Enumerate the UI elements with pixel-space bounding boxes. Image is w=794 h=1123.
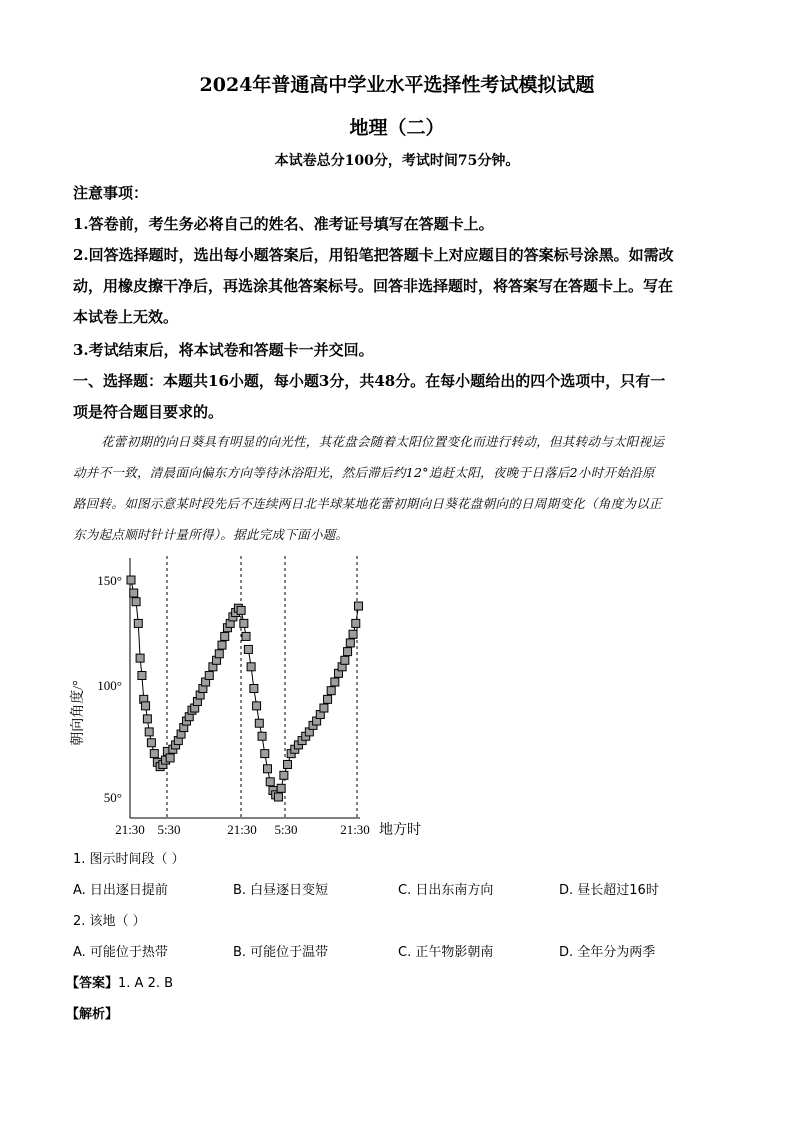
data-point-day-1-10 bbox=[145, 728, 153, 736]
data-point-day-1-32 bbox=[205, 671, 213, 679]
data-point-day-2-12 bbox=[274, 793, 282, 801]
data-point-day-2-28 bbox=[331, 678, 339, 686]
data-point-day-2-26 bbox=[324, 695, 332, 703]
notes-item-1: 1.答卷前，考生务必将自己的姓名、准考证号填写在答题卡上。 bbox=[73, 215, 494, 233]
sunflower-orientation-chart bbox=[60, 548, 440, 843]
answer-text: 1. A 2. B bbox=[118, 976, 174, 991]
data-point-day-1-5 bbox=[136, 654, 144, 662]
question-2-option-b[interactable]: B. 可能位于温带 bbox=[233, 945, 329, 960]
passage-line-3: 路回转。如图示意某时段先后不连续两日北半球某地花蕾初期向日葵花盘朝向的日周期变化（角度为以正 bbox=[73, 496, 662, 511]
exam-title: 2024年普通高中学业水平选择性考试模拟试题 bbox=[199, 74, 595, 96]
analysis-label bbox=[66, 1003, 118, 1022]
x-tick-label-3: 21:30 bbox=[227, 822, 257, 837]
data-point-day-1-2 bbox=[130, 589, 138, 597]
question-1-option-a[interactable]: A. 日出逐日提前 bbox=[73, 883, 168, 898]
data-point-day-2-6 bbox=[258, 732, 266, 740]
passage-line-4: 东为起点顺时针计量所得）。据此完成下面小题。 bbox=[73, 527, 349, 542]
question-2-option-c[interactable]: C. 正午物影朝南 bbox=[398, 945, 494, 960]
data-point-day-2-32 bbox=[344, 648, 352, 656]
data-point-day-2-4 bbox=[253, 702, 261, 710]
data-point-day-1-18 bbox=[166, 754, 174, 762]
data-point-day-1-43 bbox=[237, 606, 245, 614]
x-axis-label: 地方时 bbox=[379, 823, 421, 838]
data-point-day-2-9 bbox=[266, 778, 274, 786]
y-axis-label: 朝向角度/° bbox=[71, 680, 86, 746]
data-point-day-2-34 bbox=[349, 630, 357, 638]
answer-label: 【答案】 bbox=[66, 976, 119, 991]
data-point-day-2-7 bbox=[261, 750, 269, 758]
data-point-day-1-4 bbox=[134, 619, 142, 627]
data-point-day-1-9 bbox=[143, 715, 151, 723]
question-1-option-d[interactable]: D. 昼长超过16时 bbox=[559, 883, 659, 898]
data-point-day-1-45 bbox=[242, 632, 250, 640]
x-tick-label-1: 21:30 bbox=[115, 822, 145, 837]
section-heading-line-1: 一、选择题：本题共16小题，每小题3分，共48分。在每小题给出的四个选项中，只有一 bbox=[73, 372, 666, 390]
question-1-stem: 1. 图示时间段（ ） bbox=[73, 852, 185, 867]
data-point-day-2-31 bbox=[341, 656, 349, 664]
data-point-day-2-36 bbox=[355, 602, 363, 610]
data-point-day-2-15 bbox=[284, 760, 292, 768]
x-tick-label-2: 5:30 bbox=[157, 822, 181, 837]
data-point-day-1-3 bbox=[132, 598, 140, 606]
data-point-day-1-1 bbox=[127, 576, 135, 584]
data-point-day-1-37 bbox=[221, 632, 229, 640]
data-point-day-1-44 bbox=[240, 619, 248, 627]
data-point-day-2-27 bbox=[327, 687, 335, 695]
y-tick-label-100: 100° bbox=[97, 678, 122, 693]
notes-item-3: 3.考试结束后，将本试卷和答题卡一并交回。 bbox=[73, 341, 374, 359]
data-point-day-2-33 bbox=[346, 639, 354, 647]
question-2-stem: 2. 该地（ ） bbox=[73, 914, 146, 929]
notes-item-2-line-2: 动，用橡皮擦干净后，再选涂其他答案标号。回答非选择题时，将答案写在答题卡上。写在 bbox=[73, 277, 674, 295]
data-point-day-2-35 bbox=[352, 619, 360, 627]
x-tick-label-4: 5:30 bbox=[274, 822, 298, 837]
question-1-option-b[interactable]: B. 白昼逐日变短 bbox=[233, 883, 329, 898]
data-point-day-2-25 bbox=[320, 704, 328, 712]
passage-line-2: 动并不一致，清晨面向偏东方向等待沐浴阳光，然后滞后约12°追赶太阳，夜晚于日落后2小时开始沿原 bbox=[73, 465, 655, 480]
data-point-day-1-8 bbox=[142, 702, 150, 710]
answer-row bbox=[66, 972, 173, 991]
notes-item-2-line-1: 2.回答选择题时，选出每小题答案后，用铅笔把答题卡上对应题目的答案标号涂黑。如需改 bbox=[73, 246, 674, 264]
section-heading-line-2: 项是符合题目要求的。 bbox=[73, 403, 224, 421]
data-point-day-2-13 bbox=[277, 784, 285, 792]
data-point-day-1-6 bbox=[138, 671, 146, 679]
notes-item-2-line-3: 本试卷上无效。 bbox=[73, 308, 179, 326]
question-1-option-c[interactable]: C. 日出东南方向 bbox=[398, 883, 494, 898]
data-point-day-1-36 bbox=[218, 641, 226, 649]
x-tick-label-5: 21:30 bbox=[340, 822, 370, 837]
data-point-day-2-1 bbox=[244, 645, 252, 653]
question-2-option-d[interactable]: D. 全年分为两季 bbox=[559, 945, 656, 960]
data-point-day-1-12 bbox=[150, 750, 158, 758]
series-layer bbox=[127, 576, 363, 801]
analysis-label-text: 【解析】 bbox=[66, 1007, 119, 1022]
data-point-day-2-5 bbox=[255, 719, 263, 727]
data-point-day-2-8 bbox=[264, 765, 272, 773]
data-point-day-2-2 bbox=[247, 663, 255, 671]
y-tick-label-50: 50° bbox=[103, 790, 122, 805]
question-2-option-a[interactable]: A. 可能位于热带 bbox=[73, 945, 168, 960]
y-tick-label-150: 150° bbox=[97, 573, 122, 588]
data-point-day-1-35 bbox=[215, 650, 223, 658]
data-point-day-1-11 bbox=[147, 739, 155, 747]
passage-line-1: 花蕾初期的向日葵具有明显的向光性，其花盘会随着太阳位置变化而进行转动，但其转动与太阳视运 bbox=[101, 434, 665, 449]
exam-subject: 地理（二） bbox=[349, 117, 445, 139]
exam-info: 本试卷总分100分，考试时间75分钟。 bbox=[274, 153, 520, 169]
notes-heading: 注意事项： bbox=[73, 184, 149, 202]
data-point-day-2-14 bbox=[280, 771, 288, 779]
data-point-day-2-3 bbox=[250, 685, 258, 693]
